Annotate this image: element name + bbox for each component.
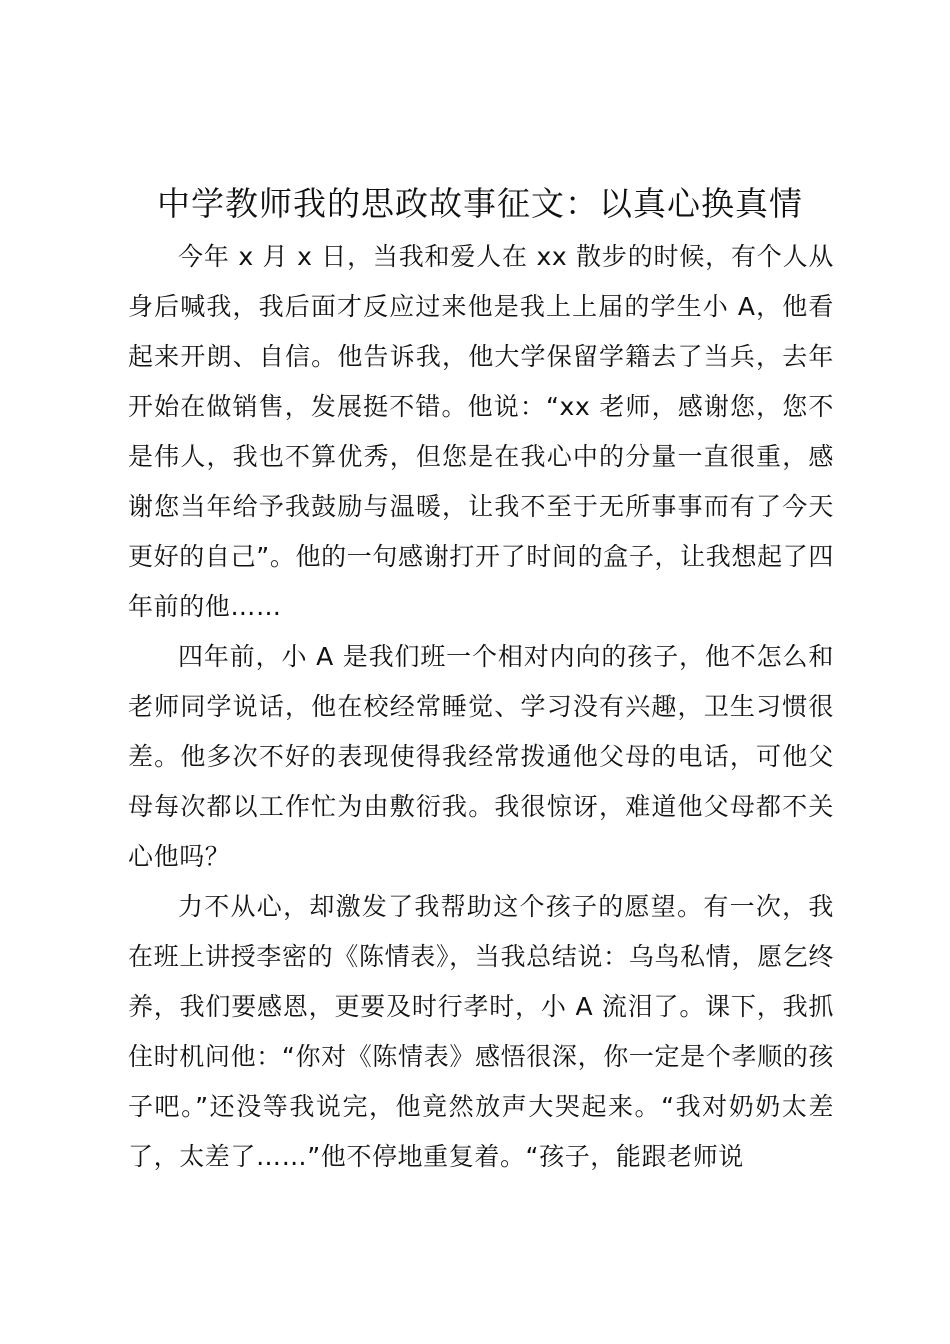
paragraph-1: 今年 x 月 x 日，当我和爱人在 xx 散步的时候，有个人从身后喊我，我后面才反应过来他是我上上届的学生小 A，他看起来开朗、自信。他告诉我，他大学保留学籍去了当兵，去年开始在做销售，发展挺不错。他说：“xx 老师，感谢您，您不是伟人，我也不算优秀，但您是在我心中的分量一直很重，感谢您当年给予我鼓励与温暖，让我不至于无所事事而有了今天更好的自己”。他的一句感谢打开了时间的盒子，让我想起了四年前的他…… <box>128 242 834 621</box>
document-title: 中学教师我的思政故事征文：以真心换真情 <box>157 184 803 223</box>
paragraph-3: 力不从心，却激发了我帮助这个孩子的愿望。有一次，我在班上讲授李密的《陈情表》，当我总结说：乌鸟私情，愿乞终养，我们要感恩，更要及时行孝时，小 A 流泪了。课下，我抓住时机问他：“你对《陈情表》感悟很深，你一定是个孝顺的孩子吧。”还没等我说完，他竟然放声大哭起来。“我对奶奶太差了，太差了……”他不停地重复着。“孩子，能跟老师说 <box>128 892 834 1171</box>
document-body <box>128 232 834 1182</box>
paragraph-2: 四年前，小 A 是我们班一个相对内向的孩子，他不怎么和老师同学说话，他在校经常睡觉、学习没有兴趣，卫生习惯很差。他多次不好的表现使得我经常拨通他父母的电话，可他父母每次都以工作忙为由敷衍我。我很惊讶，难道他父母都不关心他吗？ <box>128 642 834 871</box>
